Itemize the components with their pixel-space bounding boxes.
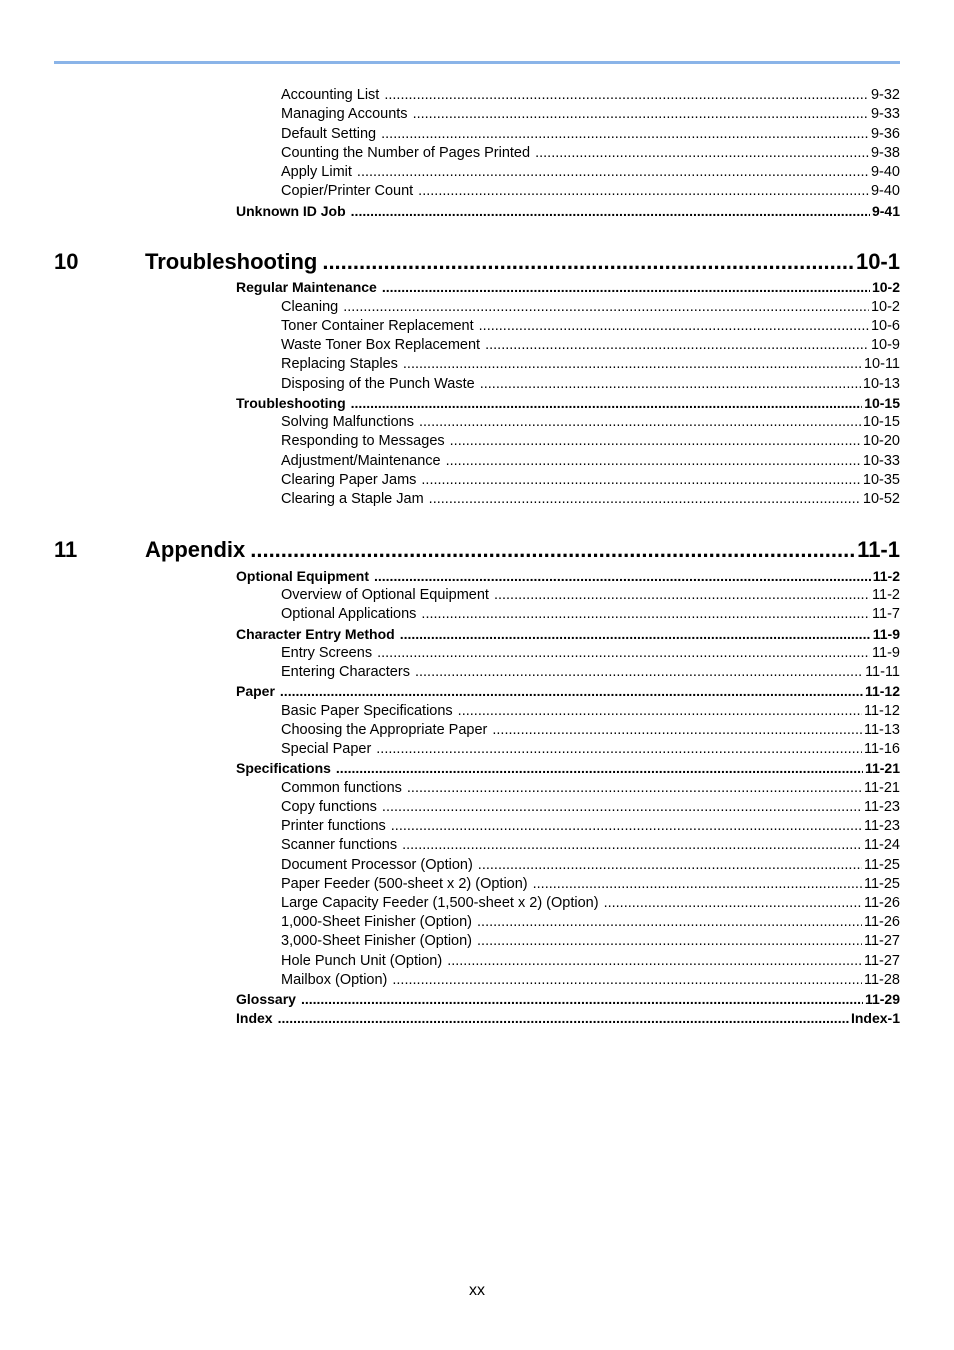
toc-entry-title: Apply Limit [281,164,352,180]
toc-section-page: 11-21 [864,760,900,776]
chapter-page: 10-1 [855,249,900,274]
toc-entry-mailbox[interactable] [281,971,900,990]
toc-entry-entry-screens[interactable] [281,644,900,663]
dot-leader [400,625,871,644]
toc-entry-counting-pages[interactable] [281,144,900,163]
toc-entry-waste-toner-box[interactable] [281,336,900,355]
toc-section-title: Regular Maintenance [236,279,377,295]
toc-entry-title: Printer functions [281,818,386,834]
dot-leader [384,86,869,105]
dot-leader [403,355,862,374]
toc-entry-page: 10-9 [870,337,900,353]
dot-leader [278,1009,849,1028]
toc-entry-page: 9-40 [870,183,900,199]
toc-entry-title: Basic Paper Specifications [281,703,453,719]
toc-section-paper[interactable] [236,682,900,701]
toc-section-page: 9-41 [871,203,900,219]
dot-leader [351,202,870,221]
toc-entry-copy-functions[interactable] [281,798,900,817]
toc-entry-managing-accounts[interactable] [281,105,900,124]
toc-entry-page: 11-13 [863,722,900,738]
toc-entry-document-processor[interactable] [281,856,900,875]
toc-entry-page: 9-36 [870,126,900,142]
toc-section-page: 11-12 [864,683,900,699]
toc-entry-page: 11-27 [863,953,900,969]
toc-entry-large-capacity-feeder[interactable] [281,894,900,913]
toc-entry-page: 9-32 [870,87,900,103]
toc-entry-page: 11-12 [863,703,900,719]
toc-entry-printer-functions[interactable] [281,817,900,836]
dot-leader [280,682,863,701]
toc-entry-title: Clearing a Staple Jam [281,491,424,507]
dot-leader [533,875,862,894]
toc-entry-common-functions[interactable] [281,779,900,798]
toc-section-title: Glossary [236,991,296,1007]
toc-entry-title: Replacing Staples [281,356,398,372]
dot-leader [477,932,862,951]
dot-leader [421,471,861,490]
toc-entry-default-setting[interactable] [281,125,900,144]
dot-leader [402,836,862,855]
toc-section-unknown-id-job[interactable] [236,202,900,221]
dot-leader [382,278,870,297]
dot-leader [374,567,871,586]
toc-entry-title: Entry Screens [281,645,373,661]
toc-entry-accounting-list[interactable] [281,86,900,105]
header-rule [54,61,900,64]
toc-section-title: Index [236,1010,273,1026]
toc-entry-page: 10-35 [862,472,900,488]
toc-entry-title: Managing Accounts [281,106,408,122]
toc-entry-page: 11-27 [863,933,900,949]
dot-leader [535,144,869,163]
dot-leader [376,740,862,759]
toc-entry-title: Overview of Optional Equipment [281,587,489,603]
dot-leader [351,394,863,413]
toc-section-optional-equipment[interactable] [236,567,900,586]
toc-section-character-entry[interactable] [236,625,900,644]
dot-leader [447,952,862,971]
toc-entry-paper-feeder[interactable] [281,875,900,894]
dot-leader [446,452,861,471]
toc-entry-page: 11-26 [863,895,900,911]
toc-entry-title: Waste Toner Box Replacement [281,337,481,353]
toc-entry-title: Copier/Printer Count [281,183,414,199]
toc-entry-page: 11-9 [872,645,900,661]
dot-leader [415,663,863,682]
dot-leader [418,182,869,201]
toc-entry-page: 10-20 [862,433,900,449]
dot-leader [419,413,861,432]
toc-entry-page: 11-21 [863,780,900,796]
dot-leader [458,702,862,721]
toc-entry-page: 10-15 [862,414,900,430]
toc-section-title: Optional Equipment [236,568,369,584]
toc-entry-page: 9-40 [870,164,900,180]
toc-entry-title: Disposing of the Punch Waste [281,376,475,392]
toc-entry-solving-malfunctions[interactable] [281,413,900,432]
dot-leader [421,605,870,624]
toc-entry-page: 11-25 [863,876,900,892]
toc-entry-title: Cleaning [281,299,339,315]
toc-entry-3000-finisher[interactable] [281,932,900,951]
dot-leader [336,759,863,778]
toc-entry-title: Scanner functions [281,837,398,853]
toc-entry-page: 9-38 [870,145,900,161]
toc-section-index[interactable] [236,1009,900,1028]
toc-entry-page: 11-28 [863,972,900,988]
toc-entry-title: Solving Malfunctions [281,414,414,430]
dot-leader [494,586,870,605]
toc-entry-optional-applications[interactable] [281,605,900,624]
toc-entry-page: 10-11 [863,356,900,372]
toc-entry-clearing-staple-jam[interactable] [281,490,900,509]
toc-chapter-10[interactable] [54,247,900,277]
toc-entry-title: Accounting List [281,87,380,103]
toc-entry-title: Hole Punch Unit (Option) [281,953,443,969]
dot-leader [479,317,869,336]
chapter-title: Troubleshooting [145,249,318,274]
toc-section-specifications[interactable] [236,759,900,778]
toc-entry-page: 11-11 [865,664,900,680]
dot-leader [413,105,869,124]
toc-entry-title: Default Setting [281,126,377,142]
toc-entry-title: Entering Characters [281,664,410,680]
toc-entry-copier-printer-count[interactable] [281,182,900,201]
toc-entry-cleaning[interactable] [281,298,900,317]
toc-entry-page: 11-16 [863,741,900,757]
chapter-number: 10 [54,249,79,274]
chapter-title: Appendix [145,537,246,562]
toc-section-title: Troubleshooting [236,395,346,411]
toc-entry-title: Clearing Paper Jams [281,472,417,488]
toc-entry-title: Large Capacity Feeder (1,500-sheet x 2) (Option) [281,895,599,911]
dot-leader [429,490,861,509]
toc-section-page: Index-1 [850,1010,900,1026]
dot-leader [382,798,862,817]
dot-leader [450,432,861,451]
toc-entry-page: 11-7 [872,606,900,622]
dot-leader [250,535,855,565]
dot-leader [301,990,863,1009]
dot-leader [357,163,869,182]
dot-leader [381,125,869,144]
toc-entry-page: 9-33 [870,106,900,122]
toc-entry-page: 10-6 [870,318,900,334]
toc-entry-hole-punch[interactable] [281,952,900,971]
toc-entry-title: Choosing the Appropriate Paper [281,722,488,738]
toc-entry-special-paper[interactable] [281,740,900,759]
dot-leader [392,971,862,990]
dot-leader [407,779,862,798]
toc-entry-title: Adjustment/Maintenance [281,453,441,469]
toc-section-regular-maintenance[interactable] [236,278,900,297]
dot-leader [343,298,869,317]
toc-section-title: Specifications [236,760,331,776]
toc-entry-overview-optional[interactable] [281,586,900,605]
toc-entry-apply-limit[interactable] [281,163,900,182]
page-number: xx [469,1282,485,1299]
toc-entry-title: Common functions [281,780,402,796]
toc-entry-clearing-paper-jams[interactable] [281,471,900,490]
toc-section-page: 11-9 [872,626,900,642]
toc-entry-page: 10-13 [862,376,900,392]
toc-entry-page: 11-23 [863,818,900,834]
toc-entry-1000-finisher[interactable] [281,913,900,932]
toc-entry-punch-waste[interactable] [281,375,900,394]
chapter-number: 11 [54,537,78,562]
toc-section-page: 10-2 [871,279,900,295]
toc-section-title: Unknown ID Job [236,203,346,219]
toc-entry-title: Copy functions [281,799,377,815]
toc-entry-choosing-paper[interactable] [281,721,900,740]
toc-entry-title: Mailbox (Option) [281,972,388,988]
toc-entry-responding-messages[interactable] [281,432,900,451]
toc-entry-toner-container[interactable] [281,317,900,336]
toc-entry-basic-paper-specs[interactable] [281,702,900,721]
dot-leader [478,856,862,875]
toc-entry-page: 10-52 [862,491,900,507]
toc-entry-title: 1,000-Sheet Finisher (Option) [281,914,473,930]
dot-leader [480,375,861,394]
toc-chapter-11[interactable] [54,535,900,565]
toc-entry-adjustment-maintenance[interactable] [281,452,900,471]
dot-leader [485,336,869,355]
toc-section-page: 11-2 [872,568,900,584]
toc-entry-page: 10-33 [862,453,900,469]
toc-entry-title: Responding to Messages [281,433,445,449]
toc-entry-page: 10-2 [870,299,900,315]
dot-leader [377,644,870,663]
toc-section-troubleshooting[interactable] [236,394,900,413]
toc-entry-title: 3,000-Sheet Finisher (Option) [281,933,473,949]
toc-entry-entering-characters[interactable] [281,663,900,682]
toc-section-title: Character Entry Method [236,626,395,642]
toc-entry-page: 11-23 [863,799,900,815]
chapter-page: 11-1 [857,537,900,562]
toc-section-page: 11-29 [864,991,900,1007]
toc-section-title: Paper [236,683,275,699]
toc-entry-title: Optional Applications [281,606,417,622]
toc-entry-title: Toner Container Replacement [281,318,474,334]
toc-entry-scanner-functions[interactable] [281,836,900,855]
toc-entry-page: 11-26 [863,914,900,930]
toc-entry-title: Special Paper [281,741,372,757]
toc-entry-page: 11-24 [863,837,900,853]
toc-entry-title: Counting the Number of Pages Printed [281,145,531,161]
toc-section-glossary[interactable] [236,990,900,1009]
dot-leader [477,913,862,932]
dot-leader [492,721,862,740]
toc-entry-page: 11-25 [863,857,900,873]
toc-entry-page: 11-2 [872,587,900,603]
toc-section-page: 10-15 [864,395,900,411]
toc-entry-title: Paper Feeder (500-sheet x 2) (Option) [281,876,528,892]
dot-leader [322,247,854,277]
toc-entry-replacing-staples[interactable] [281,355,900,374]
dot-leader [604,894,862,913]
dot-leader [391,817,862,836]
toc-entry-title: Document Processor (Option) [281,857,473,873]
